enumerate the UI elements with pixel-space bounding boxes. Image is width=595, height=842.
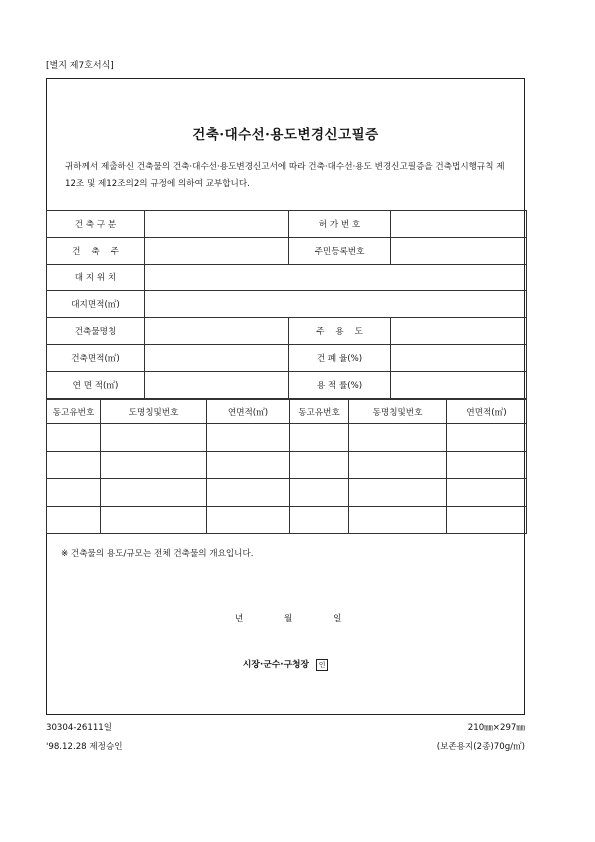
col-header: 도명칭및번호 <box>101 400 207 424</box>
table-cell <box>207 451 290 479</box>
site-area-value <box>145 291 527 318</box>
permit-no-label: 허 가 번 호 <box>289 211 391 238</box>
resident-id-label: 주민등록번호 <box>289 237 391 264</box>
table-cell <box>47 424 101 452</box>
site-location-label: 대 지 위 치 <box>47 264 145 291</box>
table-cell <box>447 451 527 479</box>
table-cell <box>349 506 447 534</box>
owner-label: 건 축 주 <box>47 237 145 264</box>
certificate-frame <box>46 78 525 715</box>
table-cell <box>447 506 527 534</box>
intro-text: 귀하께서 제출하신 건축물의 건축·대수선·용도변경신고서에 따라 건축·대수선·용도 변경신고필증을 건축법시행규칙 제12조 및 제12조의2의 규정에 의하여 교부합니다. <box>65 162 505 189</box>
col-header: 동명칭및번호 <box>349 400 447 424</box>
table-cell <box>349 451 447 479</box>
total-floor-area-label: 연 면 적(㎡) <box>47 371 145 398</box>
building-area-label: 건축면적(㎡) <box>47 344 145 371</box>
table-cell <box>290 506 349 534</box>
total-floor-area-value <box>145 371 289 398</box>
table-row <box>47 371 527 398</box>
table-cell <box>290 451 349 479</box>
main-use-label: 주 용 도 <box>289 318 391 345</box>
issuer-title: 시장·군수·구청장 <box>242 660 310 670</box>
table-row <box>47 318 527 345</box>
table-row <box>47 291 527 318</box>
col-header: 동고유번호 <box>47 400 101 424</box>
table-cell <box>349 424 447 452</box>
table-cell <box>447 424 527 452</box>
building-name-value <box>145 318 289 345</box>
table-header-row <box>47 400 527 424</box>
permit-no-value <box>391 211 527 238</box>
form-reference: [별지 제7호서식] <box>46 61 114 71</box>
site-location-value <box>145 264 527 291</box>
table-cell <box>47 479 101 507</box>
table-cell <box>207 424 290 452</box>
table-cell <box>207 479 290 507</box>
resident-id-value <box>391 237 527 264</box>
floor-area-ratio-value <box>391 371 527 398</box>
table-cell <box>290 424 349 452</box>
col-header: 동고유번호 <box>290 400 349 424</box>
form-code: 30304-26111일 <box>46 723 113 733</box>
table-row <box>47 344 527 371</box>
table-cell <box>47 506 101 534</box>
certificate-title: 건축·대수선·용도변경신고필증 <box>192 127 379 143</box>
col-header: 연면적(㎡) <box>447 400 527 424</box>
issuer-line <box>47 657 524 671</box>
table-cell <box>101 451 207 479</box>
floor-area-ratio-label: 용 적 률(%) <box>289 371 391 398</box>
table-cell <box>290 479 349 507</box>
date-year-label: 년 <box>235 614 244 624</box>
table-row <box>47 506 527 534</box>
table-cell <box>101 424 207 452</box>
building-name-label: 건축물명칭 <box>47 318 145 345</box>
col-header: 연면적(㎡) <box>207 400 290 424</box>
coverage-ratio-label: 건 폐 율(%) <box>289 344 391 371</box>
table-row <box>47 211 527 238</box>
table-cell <box>101 479 207 507</box>
table-row <box>47 237 527 264</box>
main-use-value <box>391 318 527 345</box>
building-type-value <box>145 211 289 238</box>
date-day-label: 일 <box>333 614 342 624</box>
issue-date <box>235 612 341 624</box>
table-row <box>47 264 527 291</box>
building-detail-table <box>46 399 527 534</box>
date-month-label: 월 <box>284 614 293 624</box>
table-cell <box>47 451 101 479</box>
table-row <box>47 424 527 452</box>
seal-mark: 인 <box>316 659 328 671</box>
building-type-label: 건 축 구 분 <box>47 211 145 238</box>
approval-note: '98.12.28 제정승인 <box>46 742 123 752</box>
building-info-table <box>46 210 527 399</box>
site-area-label: 대지면적(㎡) <box>47 291 145 318</box>
paper-type: (보존용지(2종)70g/㎡) <box>436 742 525 752</box>
paper-size: 210㎜×297㎜ <box>467 723 525 733</box>
table-cell <box>447 479 527 507</box>
table-cell <box>207 506 290 534</box>
table-cell <box>101 506 207 534</box>
scope-note: ※ 건축물의 용도/규모는 전체 건축물의 개요입니다. <box>61 549 254 559</box>
coverage-ratio-value <box>391 344 527 371</box>
table-row <box>47 479 527 507</box>
table-cell <box>349 479 447 507</box>
table-row <box>47 451 527 479</box>
building-area-value <box>145 344 289 371</box>
owner-value <box>145 237 289 264</box>
